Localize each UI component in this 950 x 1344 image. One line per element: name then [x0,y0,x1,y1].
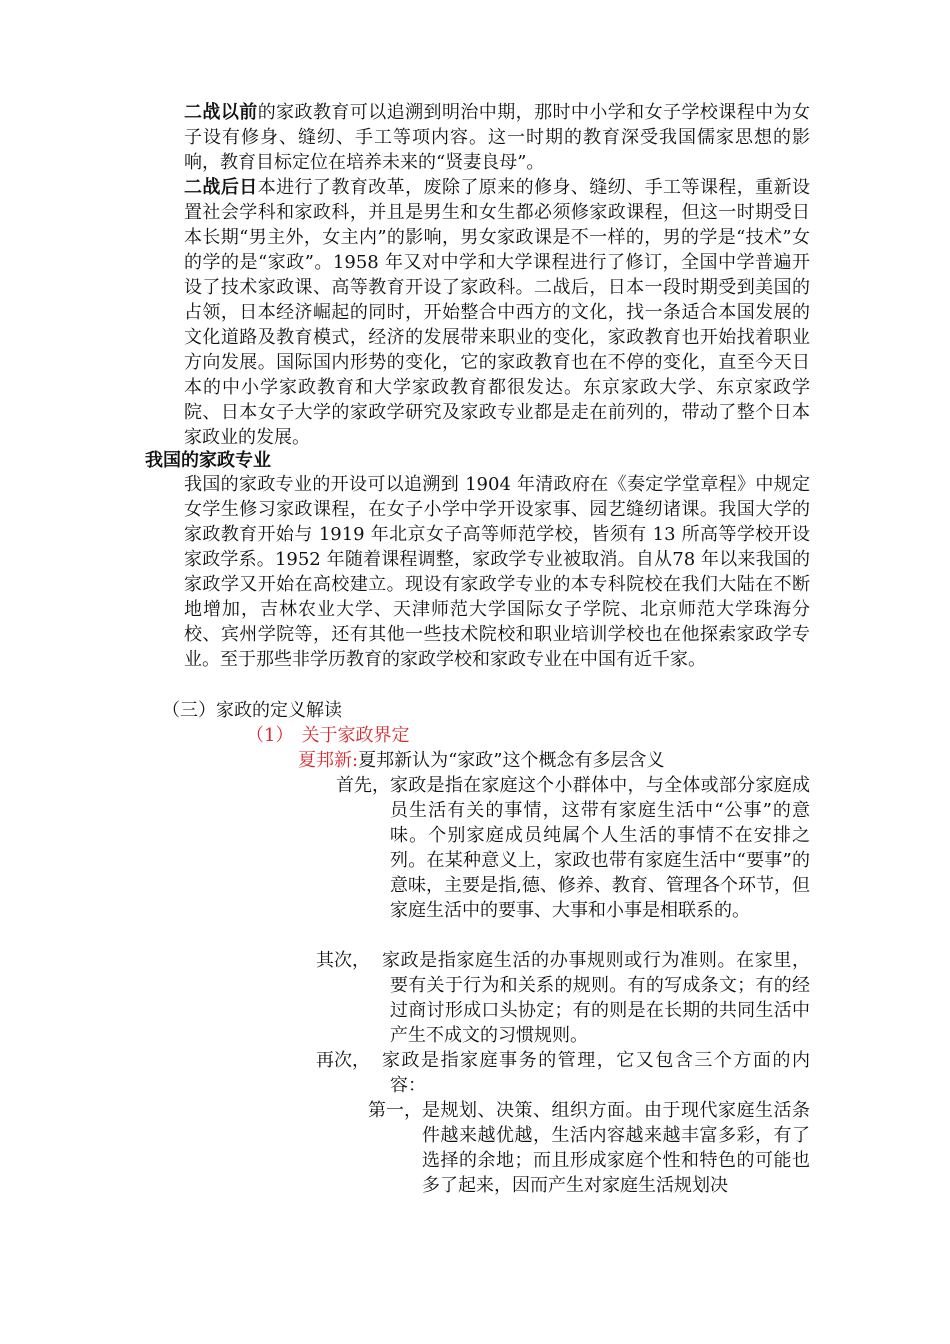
point-second-label: 其次， [316,950,370,971]
xia-name: 夏邦新: [298,750,359,771]
postwar-lead: 二战后日 [184,177,258,198]
xia-text: 夏邦新认为“家政”这个概念有多层含义 [358,750,665,771]
point-second-text: 家政是指家庭生活的办事规则或行为准则。在家里，要有关于行为和关系的规则。有的写成条文；有的经过商讨形成口头协定；有的则是在长期的共同生活中产生不成文的习惯规则。 [382,950,810,1046]
subsection-title: 关于家政界定 [301,725,410,746]
point-one-label: 第一， [368,1100,422,1121]
postwar-text: 本进行了教育改革，废除了原来的修身、缝纫、手工等课程，重新设置社会学科和家政科，并且是男生和女生都必须修家政课程，但这一时期受日本长期“男主外，女主内”的影响，男女家政课是不一样的，男的学是“技术”女的学的是“家政”。1958 年又对中学和大学课程进行了修订，全国中学普遍开设了技术家政课、高等教育开设了家政科。二战后，日本一段时期受到美国的占领，日本经济崛起的同时，开始整合中西方的文化，找一条适合本国发展的文化道路及教育模式，经济的发展带来职业的变化，家政教育也开始找着职业方向发展。国际国内形势的变化，它的家政教育也在不停的变化，直至今天日本的中小学家政教育和大学家政教育都很发达。东京家政大学、东京家政学院、日本女子大学的家政学研究及家政专业都是走在前列的，带动了整个日本家政业的发展。 [184,177,811,448]
point-first-label: 首先， [336,775,390,796]
point-one-text: 是规划、决策、组织方面。由于现代家庭生活条件越来越优越，生活内容越来越丰富多彩，有了选择的余地；而且形成家庭个性和特色的可能也多了起来，因而产生对家庭生活规划决 [422,1100,810,1196]
paragraph-china-major: 我国的家政专业的开设可以追溯到 1904 年清政府在《奏定学堂章程》中规定女学生修习家政课程，在女子小学中学开设家事、园艺缝纫诸课。我国大学的家政教育开始与 1919 年北京女子高等师范学校，皆须有 13 所高等学校开设家政学系。1952 年随着课程调整，家政学专业被取消。自从78 年以来我国的家政学又开始在高校建立。现设有家政学专业的本专科院校在我们大陆在不断地增加，吉林农业大学、天津师范大学国际女子学院、北京师范大学珠海分校、宾州学院等，还有其他一些技术院校和职业培训学校也在他探索家政学专业。至于那些非学历教育的家政学校和家政专业在中国有近千家。 [184,474,810,670]
paragraph-postwar [184,175,810,450]
xia-line [298,748,664,773]
section-definition: （三）家政的定义解读 [162,700,342,721]
point-third-label: 再次， [316,1050,370,1071]
paragraph-prewar [184,100,810,175]
prewar-lead: 二战以前 [184,102,258,123]
heading-china-major: 我国的家政专业 [145,450,271,471]
point-third-text: 家政是指家庭事务的管理，它又包含三个方面的内容： [382,1050,810,1096]
subsection-boundary [246,723,409,748]
subsection-number: （1） [246,725,294,746]
point-first-text: 家政是指在家庭这个小群体中，与全体或部分家庭成员生活有关的事情，这带有家庭生活中“公事”的意味。个别家庭成员纯属个人生活的事情不在安排之列。在某种意义上，家政也带有家庭生活中“要事”的意味，主要是指,德、修养、教育、管理各个环节，但家庭生活中的要事、大事和小事是相联系的。 [390,775,810,921]
prewar-text: 的家政教育可以追溯到明治中期，那时中小学和女子学校课程中为女子设有修身、缝纫、手工等项内容。这一时期的教育深受我国儒家思想的影响，教育目标定位在培养未来的“贤妻良母”。 [184,102,811,173]
